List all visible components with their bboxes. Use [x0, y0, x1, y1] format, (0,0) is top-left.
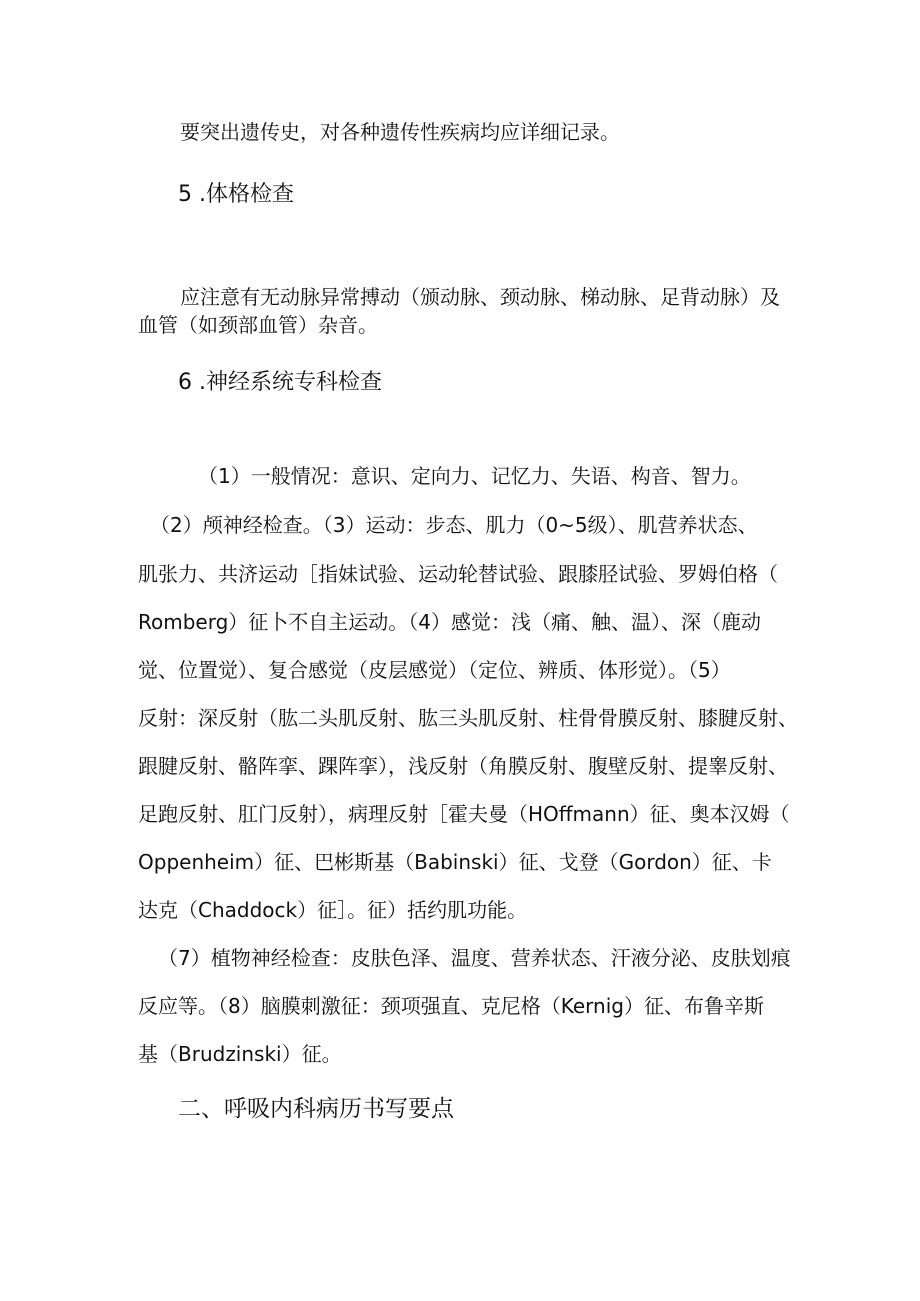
section-6-paragraph-line: 跟腱反射、骼阵挛、踝阵挛），浅反射（角膜反射、腹壁反射、提睾反射、 [138, 754, 788, 778]
section-6-paragraph-line: 反应等。（8）脑膜刺激征：颈项强直、克尼格（Kernig）征、布鲁辛斯 [138, 994, 764, 1018]
section-6-paragraph-line: 达克（Chaddock）征］。征）括约肌功能。 [138, 898, 528, 922]
section-6-paragraph-line: 基（Brudzinski）征。 [138, 1042, 342, 1066]
intro-paragraph-line: 要突出遗传史，对各种遗传性疾病均应详细记录。 [180, 120, 620, 144]
section-6-paragraph-line: （1）一般情况：意识、定向力、记忆力、失语、构音、智力。 [198, 464, 751, 488]
section-6-paragraph-line: Oppenheim）征、巴彬斯基（Babinski）征、戈登（Gordon）征、卡 [138, 850, 772, 874]
section-6-paragraph-line: 觉、位置觉）、复合感觉（皮层感觉）（定位、辨质、体形觉）。（5） [138, 658, 731, 682]
section-6-heading: 6 .神经系统专科检查 [178, 370, 382, 395]
section-5-paragraph-line: 血管（如颈部血管）杂音。 [138, 313, 378, 337]
section-6-paragraph-line: （7）植物神经检查：皮肤色泽、温度、营养状态、汗液分泌、皮肤划痕 [158, 946, 791, 970]
section-5-paragraph-line: 应注意有无动脉异常搏动（颁动脉、颈动脉、梯动脉、足背动脉）及 [180, 285, 780, 309]
section-6-paragraph-line: 肌张力、共济运动［指妹试验、运动轮替试验、跟膝胫试验、罗姆伯格（ [138, 562, 778, 586]
section-6-paragraph-line: Romberg）征卜不自主运动。（4）感觉：浅（痛、触、温）、深（鹿动 [138, 610, 762, 634]
section-6-paragraph-line: 足跑反射、肛门反射），病理反射［霍夫曼（HOffmann）征、奥本汉姆（ [138, 802, 790, 826]
section-6-paragraph-line: 反射：深反射（肱二头肌反射、肱三头肌反射、柱骨骨膜反射、膝腱反射、 [138, 706, 798, 730]
section-5-heading: 5 .体格检查 [178, 182, 294, 207]
section-6-paragraph-line: （2）颅神经检查。（3）运动：步态、肌力（0~5级）、肌营养状态、 [150, 513, 758, 537]
next-section-heading: 二、呼吸内科病历书写要点 [178, 1096, 454, 1122]
